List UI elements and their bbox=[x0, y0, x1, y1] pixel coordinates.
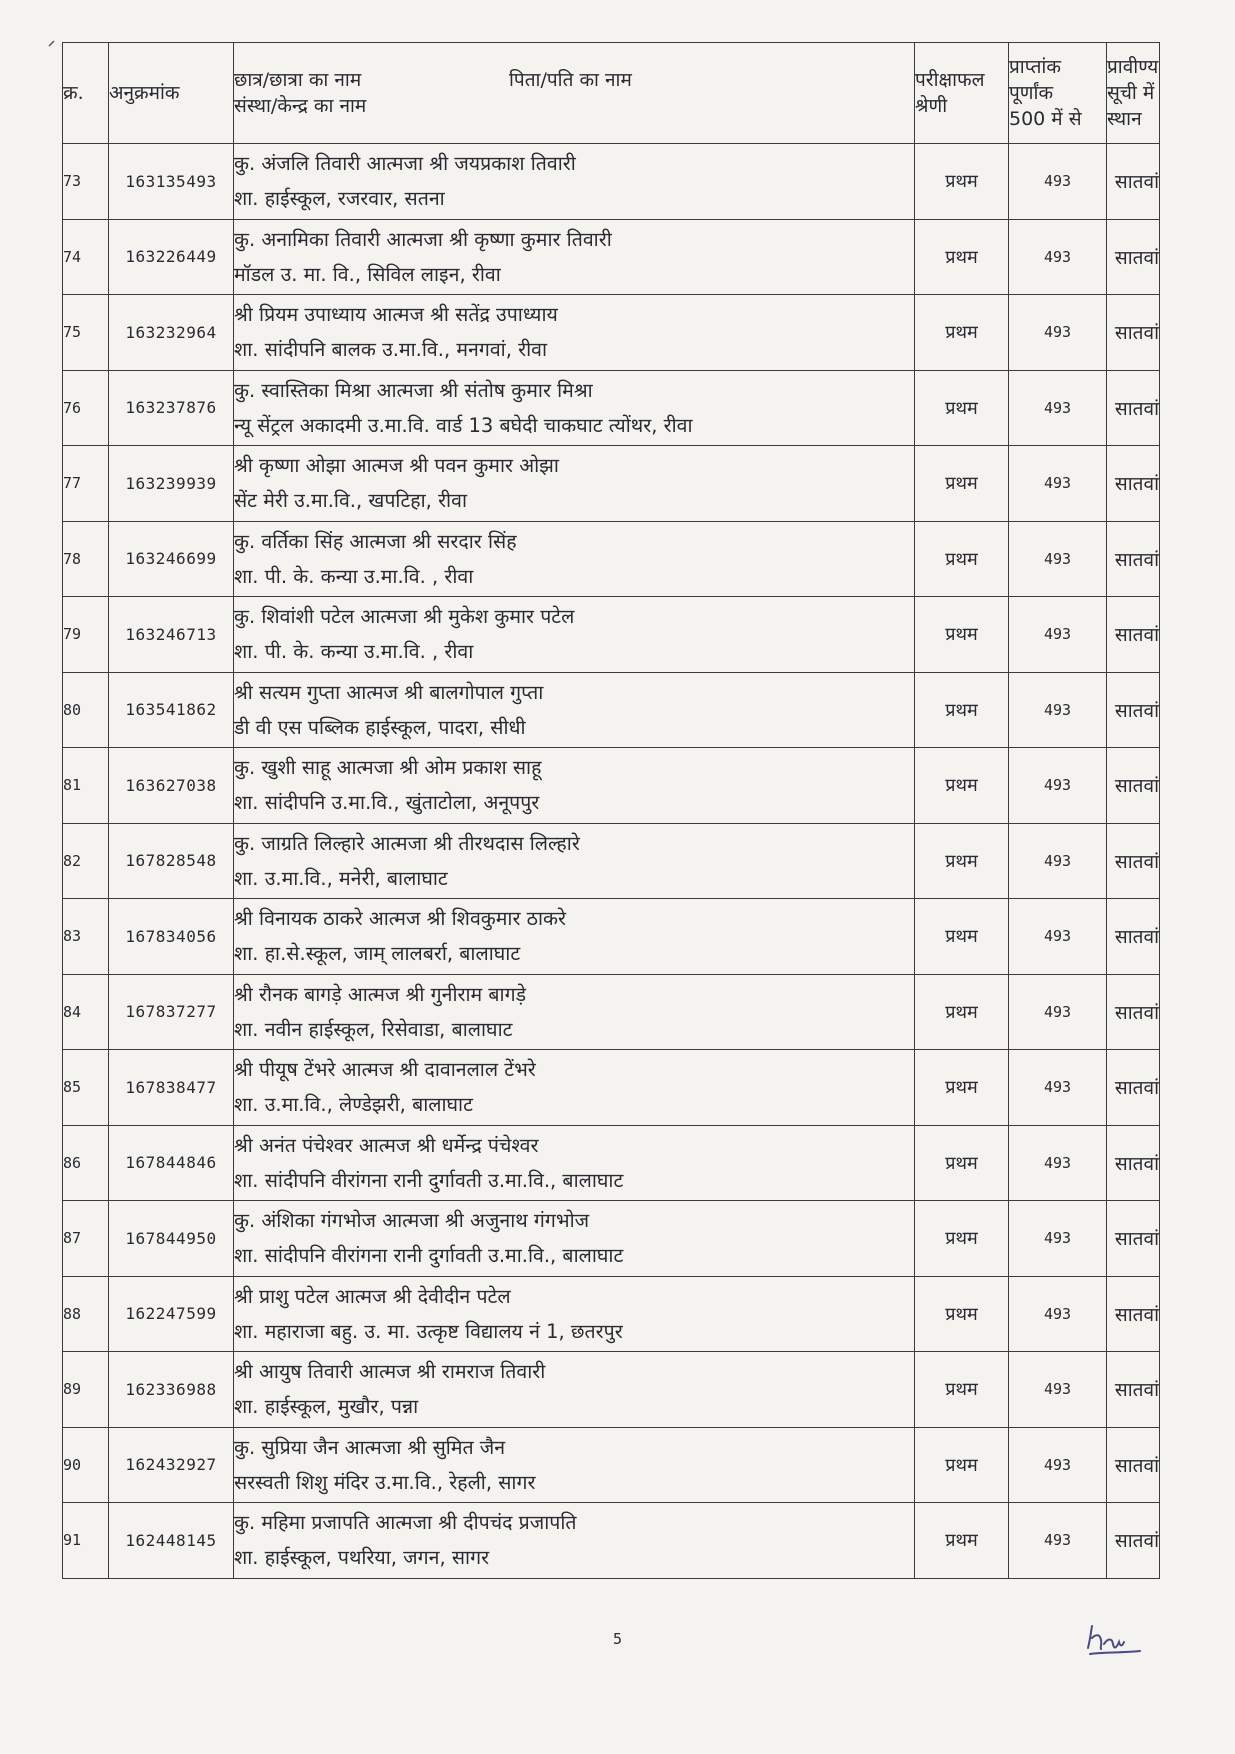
division: प्रथम bbox=[915, 370, 1009, 446]
division: प्रथम bbox=[915, 899, 1009, 975]
division: प्रथम bbox=[915, 521, 1009, 597]
merit-list-sheet bbox=[62, 42, 1159, 1579]
division: प्रथम bbox=[915, 446, 1009, 522]
roll-number: 163232964 bbox=[109, 295, 234, 371]
merit-rank: सातवां bbox=[1107, 1201, 1160, 1277]
roll-number: 167838477 bbox=[109, 1050, 234, 1126]
student-name: कु. अनामिका तिवारी आत्मजा श्री कृष्णा कुमार तिवारी bbox=[234, 227, 612, 251]
table-row bbox=[63, 672, 1160, 748]
merit-rank: सातवां bbox=[1107, 1427, 1160, 1503]
marks: 493 bbox=[1009, 144, 1107, 220]
serial-number: 87 bbox=[63, 1201, 109, 1277]
school-name: न्यू सेंट्रल अकादमी उ.मा.वि. वार्ड 13 बघेदी चाकघाट त्योंथर, रीवा bbox=[234, 413, 693, 437]
student-name: कु. खुशी साहू आत्मजा श्री ओम प्रकाश साहू bbox=[234, 756, 542, 780]
student-name: श्री रौनक बागड़े आत्मज श्री गुनीराम बागड़े bbox=[234, 982, 526, 1006]
table-row bbox=[63, 1503, 1160, 1579]
marks: 493 bbox=[1009, 823, 1107, 899]
name-cell bbox=[234, 521, 915, 597]
school-name: शा. उ.मा.वि., मनेरी, बालाघाट bbox=[234, 866, 448, 890]
school-name: मॉडल उ. मा. वि., सिविल लाइन, रीवा bbox=[234, 262, 501, 286]
table-row bbox=[63, 1125, 1160, 1201]
merit-rank: सातवां bbox=[1107, 1125, 1160, 1201]
header-student-name: छात्र/छात्रा का नाम bbox=[234, 69, 362, 91]
name-cell bbox=[234, 1125, 915, 1201]
marks: 493 bbox=[1009, 219, 1107, 295]
student-name: श्री अनंत पंचेश्वर आत्मज श्री धर्मेन्द्र पंचेश्वर bbox=[234, 1133, 539, 1157]
student-name: कु. स्वास्तिका मिश्रा आत्मजा श्री संतोष कुमार मिश्रा bbox=[234, 378, 593, 402]
table-row bbox=[63, 823, 1160, 899]
division: प्रथम bbox=[915, 295, 1009, 371]
serial-number: 77 bbox=[63, 446, 109, 522]
division: प्रथम bbox=[915, 1201, 1009, 1277]
merit-rank: सातवां bbox=[1107, 899, 1160, 975]
table-row bbox=[63, 1276, 1160, 1352]
table-row bbox=[63, 1201, 1160, 1277]
serial-number: 73 bbox=[63, 144, 109, 220]
header-parent-name: पिता/पति का नाम bbox=[509, 69, 632, 91]
serial-number: 79 bbox=[63, 597, 109, 673]
name-cell bbox=[234, 295, 915, 371]
merit-rank: सातवां bbox=[1107, 219, 1160, 295]
name-cell bbox=[234, 1201, 915, 1277]
roll-number: 163239939 bbox=[109, 446, 234, 522]
merit-rank: सातवां bbox=[1107, 295, 1160, 371]
school-name: शा. हा.से.स्कूल, जाम् लालबर्रा, बालाघाट bbox=[234, 942, 521, 966]
serial-number: 84 bbox=[63, 974, 109, 1050]
serial-number: 74 bbox=[63, 219, 109, 295]
serial-number: 75 bbox=[63, 295, 109, 371]
marks: 493 bbox=[1009, 370, 1107, 446]
merit-rank: सातवां bbox=[1107, 370, 1160, 446]
name-cell bbox=[234, 1503, 915, 1579]
name-cell bbox=[234, 974, 915, 1050]
serial-number: 86 bbox=[63, 1125, 109, 1201]
marks: 493 bbox=[1009, 1427, 1107, 1503]
school-name: शा. सांदीपनि वीरांगना रानी दुर्गावती उ.मा.वि., बालाघाट bbox=[234, 1244, 624, 1268]
serial-number: 78 bbox=[63, 521, 109, 597]
division: प्रथम bbox=[915, 974, 1009, 1050]
name-cell bbox=[234, 748, 915, 824]
merit-rank: सातवां bbox=[1107, 144, 1160, 220]
school-name: डी वी एस पब्लिक हाईस्कूल, पादरा, सीधी bbox=[234, 715, 526, 739]
student-name: कु. अंजलि तिवारी आत्मजा श्री जयप्रकाश तिवारी bbox=[234, 152, 576, 176]
roll-number: 162432927 bbox=[109, 1427, 234, 1503]
roll-number: 163246699 bbox=[109, 521, 234, 597]
student-name: श्री प्राशु पटेल आत्मज श्री देवीदीन पटेल bbox=[234, 1284, 511, 1308]
student-name: श्री पीयूष टेंभरे आत्मज श्री दावानलाल टेंभरे bbox=[234, 1058, 536, 1082]
table-row bbox=[63, 144, 1160, 220]
marks: 493 bbox=[1009, 672, 1107, 748]
division: प्रथम bbox=[915, 1352, 1009, 1428]
merit-rank: सातवां bbox=[1107, 1503, 1160, 1579]
header-serial: क्र. bbox=[63, 43, 109, 144]
table-row bbox=[63, 370, 1160, 446]
roll-number: 167837277 bbox=[109, 974, 234, 1050]
school-name: शा. सांदीपनि उ.मा.वि., खुंताटोला, अनूपपुर bbox=[234, 791, 540, 815]
student-name: कु. महिमा प्रजापति आत्मजा श्री दीपचंद प्रजापति bbox=[234, 1511, 577, 1535]
division: प्रथम bbox=[915, 144, 1009, 220]
serial-number: 83 bbox=[63, 899, 109, 975]
school-name: शा. नवीन हाईस्कूल, रिसेवाडा, बालाघाट bbox=[234, 1017, 513, 1041]
division: प्रथम bbox=[915, 1276, 1009, 1352]
marks: 493 bbox=[1009, 521, 1107, 597]
roll-number: 163541862 bbox=[109, 672, 234, 748]
header-roll: अनुक्रमांक bbox=[109, 43, 234, 144]
student-name: श्री प्रियम उपाध्याय आत्मज श्री सतेंद्र उपाध्याय bbox=[234, 303, 558, 327]
scan-mark-icon bbox=[48, 38, 58, 48]
school-name: शा. उ.मा.वि., लेण्डेझरी, बालाघाट bbox=[234, 1093, 473, 1117]
name-cell bbox=[234, 597, 915, 673]
school-name: शा. महाराजा बहु. उ. मा. उत्कृष्ट विद्यालय नं 1, छतरपुर bbox=[234, 1319, 623, 1343]
student-name: कु. अंशिका गंगभोज आत्मजा श्री अजुनाथ गंगभोज bbox=[234, 1209, 590, 1233]
division: प्रथम bbox=[915, 823, 1009, 899]
merit-rank: सातवां bbox=[1107, 672, 1160, 748]
division: प्रथम bbox=[915, 597, 1009, 673]
roll-number: 163226449 bbox=[109, 219, 234, 295]
school-name: शा. पी. के. कन्या उ.मा.वि. , रीवा bbox=[234, 564, 474, 588]
table-row bbox=[63, 1352, 1160, 1428]
division: प्रथम bbox=[915, 672, 1009, 748]
division: प्रथम bbox=[915, 748, 1009, 824]
name-cell bbox=[234, 1050, 915, 1126]
roll-number: 163237876 bbox=[109, 370, 234, 446]
marks: 493 bbox=[1009, 446, 1107, 522]
name-cell bbox=[234, 672, 915, 748]
table-row bbox=[63, 446, 1160, 522]
merit-rank: सातवां bbox=[1107, 748, 1160, 824]
table-row bbox=[63, 748, 1160, 824]
student-name: कु. शिवांशी पटेल आत्मजा श्री मुकेश कुमार पटेल bbox=[234, 605, 575, 629]
table-row bbox=[63, 974, 1160, 1050]
merit-rank: सातवां bbox=[1107, 597, 1160, 673]
roll-number: 167844950 bbox=[109, 1201, 234, 1277]
roll-number: 167828548 bbox=[109, 823, 234, 899]
school-name: शा. हाईस्कूल, पथरिया, जगन, सागर bbox=[234, 1546, 490, 1570]
marks: 493 bbox=[1009, 295, 1107, 371]
table-row bbox=[63, 295, 1160, 371]
division: प्रथम bbox=[915, 1050, 1009, 1126]
student-name: श्री कृष्णा ओझा आत्मज श्री पवन कुमार ओझा bbox=[234, 454, 559, 478]
page-number: 5 bbox=[612, 1630, 623, 1648]
name-cell bbox=[234, 899, 915, 975]
table-row bbox=[63, 1050, 1160, 1126]
table-header-row bbox=[63, 43, 1160, 144]
serial-number: 90 bbox=[63, 1427, 109, 1503]
marks: 493 bbox=[1009, 1503, 1107, 1579]
name-cell bbox=[234, 1352, 915, 1428]
merit-rank: सातवां bbox=[1107, 1050, 1160, 1126]
merit-list-table bbox=[62, 42, 1160, 1579]
name-cell bbox=[234, 144, 915, 220]
division: प्रथम bbox=[915, 1503, 1009, 1579]
serial-number: 80 bbox=[63, 672, 109, 748]
roll-number: 167834056 bbox=[109, 899, 234, 975]
header-rank: प्रावीण्य सूची में स्थान bbox=[1107, 43, 1160, 144]
merit-rank: सातवां bbox=[1107, 446, 1160, 522]
roll-number: 163246713 bbox=[109, 597, 234, 673]
serial-number: 91 bbox=[63, 1503, 109, 1579]
division: प्रथम bbox=[915, 219, 1009, 295]
merit-rank: सातवां bbox=[1107, 1352, 1160, 1428]
roll-number: 167844846 bbox=[109, 1125, 234, 1201]
roll-number: 163627038 bbox=[109, 748, 234, 824]
serial-number: 88 bbox=[63, 1276, 109, 1352]
marks: 493 bbox=[1009, 1050, 1107, 1126]
name-cell bbox=[234, 823, 915, 899]
table-row bbox=[63, 899, 1160, 975]
school-name: सरस्वती शिशु मंदिर उ.मा.वि., रेहली, सागर bbox=[234, 1470, 536, 1494]
marks: 493 bbox=[1009, 1201, 1107, 1277]
serial-number: 76 bbox=[63, 370, 109, 446]
roll-number: 162448145 bbox=[109, 1503, 234, 1579]
header-marks: प्राप्तांक पूर्णांक 500 में से bbox=[1009, 43, 1107, 144]
header-institution: संस्था/केन्द्र का नाम bbox=[234, 95, 367, 117]
school-name: शा. हाईस्कूल, मुखौर, पन्ना bbox=[234, 1395, 419, 1419]
school-name: सेंट मेरी उ.मा.वि., खपटिहा, रीवा bbox=[234, 489, 468, 513]
serial-number: 81 bbox=[63, 748, 109, 824]
division: प्रथम bbox=[915, 1125, 1009, 1201]
table-row bbox=[63, 219, 1160, 295]
school-name: शा. पी. के. कन्या उ.मा.वि. , रीवा bbox=[234, 640, 474, 664]
student-name: कु. वर्तिका सिंह आत्मजा श्री सरदार सिंह bbox=[234, 529, 517, 553]
header-name bbox=[234, 43, 915, 144]
roll-number: 162336988 bbox=[109, 1352, 234, 1428]
school-name: शा. सांदीपनि बालक उ.मा.वि., मनगवां, रीवा bbox=[234, 338, 548, 362]
name-cell bbox=[234, 1276, 915, 1352]
table-row bbox=[63, 597, 1160, 673]
merit-rank: सातवां bbox=[1107, 521, 1160, 597]
marks: 493 bbox=[1009, 1352, 1107, 1428]
student-name: श्री सत्यम गुप्ता आत्मज श्री बालगोपाल गुप्ता bbox=[234, 680, 544, 704]
marks: 493 bbox=[1009, 974, 1107, 1050]
division: प्रथम bbox=[915, 1427, 1009, 1503]
roll-number: 162247599 bbox=[109, 1276, 234, 1352]
student-name: कु. सुप्रिया जैन आत्मजा श्री सुमित जैन bbox=[234, 1435, 506, 1459]
name-cell bbox=[234, 1427, 915, 1503]
school-name: शा. हाईस्कूल, रजरवार, सतना bbox=[234, 187, 445, 211]
name-cell bbox=[234, 446, 915, 522]
marks: 493 bbox=[1009, 597, 1107, 673]
merit-rank: सातवां bbox=[1107, 823, 1160, 899]
marks: 493 bbox=[1009, 899, 1107, 975]
header-division: परीक्षाफल श्रेणी bbox=[915, 43, 1009, 144]
school-name: शा. सांदीपनि वीरांगना रानी दुर्गावती उ.मा.वि., बालाघाट bbox=[234, 1168, 624, 1192]
merit-rank: सातवां bbox=[1107, 974, 1160, 1050]
student-name: कु. जाग्रति लिल्हारे आत्मजा श्री तीरथदास लिल्हारे bbox=[234, 831, 580, 855]
table-row bbox=[63, 521, 1160, 597]
serial-number: 85 bbox=[63, 1050, 109, 1126]
signature-icon bbox=[1082, 1618, 1148, 1660]
merit-rank: सातवां bbox=[1107, 1276, 1160, 1352]
serial-number: 89 bbox=[63, 1352, 109, 1428]
serial-number: 82 bbox=[63, 823, 109, 899]
name-cell bbox=[234, 370, 915, 446]
student-name: श्री विनायक ठाकरे आत्मज श्री शिवकुमार ठाकरे bbox=[234, 907, 566, 931]
table-row bbox=[63, 1427, 1160, 1503]
marks: 493 bbox=[1009, 748, 1107, 824]
marks: 493 bbox=[1009, 1125, 1107, 1201]
student-name: श्री आयुष तिवारी आत्मज श्री रामराज तिवारी bbox=[234, 1360, 546, 1384]
name-cell bbox=[234, 219, 915, 295]
marks: 493 bbox=[1009, 1276, 1107, 1352]
roll-number: 163135493 bbox=[109, 144, 234, 220]
